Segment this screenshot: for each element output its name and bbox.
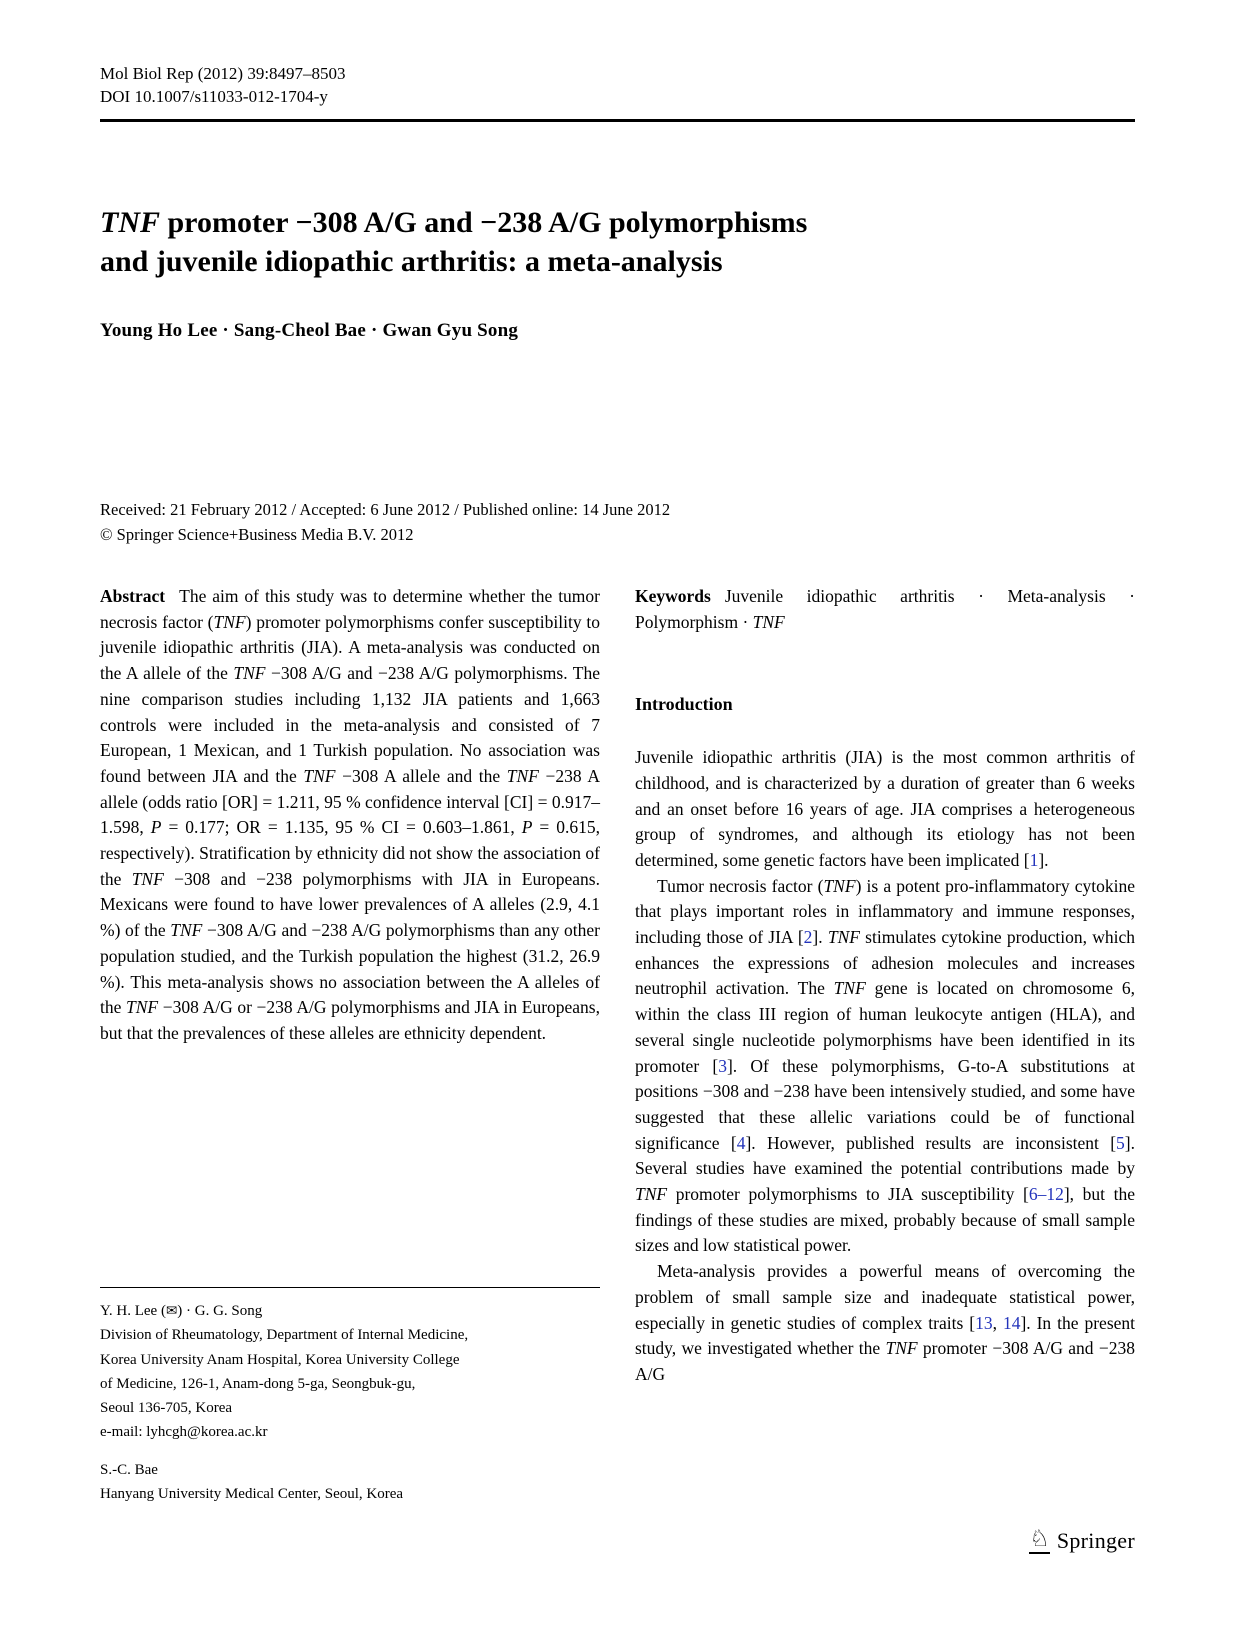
affiliation-line: Hanyang University Medical Center, Seoul, Korea	[100, 1486, 404, 1503]
text-segment: TNF	[833, 978, 866, 999]
email-link[interactable]: e-mail: lyhcgh@korea.ac.kr	[100, 1424, 268, 1441]
envelope-icon: ✉	[165, 1303, 178, 1319]
text-segment: = 0.177; OR = 1.135, 95 % CI = 0.603–1.861,	[161, 817, 522, 838]
citation-ref-link[interactable]: 4	[736, 1132, 746, 1153]
title-line-2	[100, 242, 1135, 281]
citation-ref-link[interactable]: 1	[1029, 849, 1039, 870]
text-segment: Tumor necrosis factor (	[657, 875, 824, 896]
text-segment: ,	[992, 1312, 1003, 1333]
journal-citation: Mol Biol Rep (2012) 39:8497–8503	[100, 64, 346, 83]
keywords-label: Keywords	[635, 586, 711, 606]
text-segment: Meta-analysis provides a powerful means of overcoming the problem of small sample size and inadequate statistical power, especially in genetic studies of complex traits [	[635, 1261, 1135, 1333]
author-name-line: S.-C. Bae	[100, 1461, 158, 1478]
keywords-paragraph	[635, 584, 1135, 635]
publisher-logo	[1000, 1528, 1135, 1554]
text-segment: TNF	[233, 663, 266, 684]
text-segment: ], but the findings of these studies are mixed, probably because of small sample sizes and low statistical power.	[635, 1184, 1135, 1256]
footnote-rule	[100, 1287, 600, 1288]
citation-ref-link[interactable]: 14	[1002, 1312, 1021, 1333]
text-segment: stimulates cytokine production, which enhances the expressions of adhesion molecules and increases neutrophil activation. The	[635, 927, 1136, 999]
text-segment: = 0.615, respectively). Stratification by ethnicity did not show the association of the	[100, 817, 601, 889]
publisher-name: Springer	[1056, 1528, 1135, 1553]
corresponding-author-line	[100, 1299, 600, 1323]
text-segment: gene is located on chromosome 6, within the class III region of human leukocyte antigen (HLA), and several single nucleotide polymorphisms have been identified in its promoter [	[635, 978, 1135, 1076]
text-segment: Juvenile idiopathic arthritis · Meta-analysis · Polymorphism ·	[635, 586, 1135, 632]
left-column	[100, 584, 600, 1388]
received-accepted-line: Received: 21 February 2012 / Accepted: 6 June 2012 / Published online: 14 June 2012	[100, 500, 671, 519]
affiliation-line: Korea University Anam Hospital, Korea University College	[100, 1351, 460, 1368]
text-segment: promoter −308 A/G and −238 A/G	[635, 1338, 1135, 1384]
text-segment: TNF	[126, 997, 159, 1018]
citation-ref-link[interactable]: 6–12	[1028, 1184, 1064, 1205]
introduction-paragraph-1	[635, 745, 1135, 874]
text-segment: The aim of this study was to determine whether the tumor necrosis factor (	[100, 586, 600, 632]
text-segment: promoter −308 A/G and −238 A/G polymorphisms	[160, 206, 808, 239]
text-segment: ]. Several studies have examined the potential contributions made by	[635, 1132, 1135, 1179]
text-segment: TNF	[170, 920, 203, 941]
springer-horse-icon: ♘	[1029, 1526, 1050, 1552]
citation-ref-link[interactable]: 5	[1116, 1132, 1125, 1153]
text-segment: −308 and −238 polymorphisms with JIA in Europeans. Mexicans were found to have lower prevalences of A alleles (2.9, 4.1 %) of the	[100, 868, 600, 941]
text-segment: TNF	[506, 765, 539, 786]
author-list: Young Ho Lee · Sang-Cheol Bae · Gwan Gyu Song	[100, 320, 519, 341]
affiliation-line: of Medicine, 126-1, Anam-dong 5-ga, Seongbuk-gu,	[100, 1375, 416, 1392]
text-segment: ) is a potent pro-inflammatory cytokine that plays important roles in inflammatory and immune responses, including those of JIA [	[635, 875, 1135, 948]
text-segment: −308 A/G or −238 A/G polymorphisms and JIA in Europeans, but that the prevalences of these alleles are ethnicity dependent.	[100, 997, 600, 1043]
text-segment: TNF	[885, 1338, 918, 1359]
correspondence-footnote	[100, 1287, 600, 1506]
text-segment: −238 A allele (odds ratio [OR] = 1.211, 95 % confidence interval [CI] = 0.917–1.598,	[100, 765, 600, 838]
text-segment: TNF	[827, 927, 860, 948]
article-title	[100, 203, 1135, 281]
text-segment: P	[150, 817, 162, 838]
abstract-paragraph	[100, 584, 600, 1047]
abstract-text	[100, 586, 600, 1043]
text-segment: TNF	[752, 611, 785, 632]
text-segment: promoter polymorphisms to JIA susceptibility [	[667, 1184, 1029, 1205]
corresponding-author-post: ) · G. G. Song	[177, 1303, 263, 1319]
text-segment: TNF	[213, 611, 246, 632]
text-segment: ].	[812, 927, 828, 948]
journal-doi: DOI 10.1007/s11033-012-1704-y	[100, 87, 328, 106]
citation-ref-link[interactable]: 3	[718, 1055, 727, 1076]
text-segment: ]. However, published results are inconsistent [	[745, 1132, 1117, 1153]
citation-ref-link[interactable]: 13	[975, 1312, 993, 1333]
text-segment: −308 A allele and the	[335, 765, 507, 786]
introduction-paragraph-3	[635, 1259, 1135, 1388]
text-segment: TNF	[100, 206, 160, 239]
text-segment: ].	[1038, 849, 1049, 870]
copyright-line: © Springer Science+Business Media B.V. 2012	[100, 524, 414, 544]
text-segment: Juvenile idiopathic arthritis (JIA) is the most common arthritis of childhood, and is characterized by a duration of greater than 6 weeks and an onset before 16 years of age. JIA comprises a heterogeneous group of syndromes, and although its etiology has not been determined, some genetic factors have been implicated [	[635, 747, 1135, 870]
publication-meta	[100, 498, 670, 547]
right-column	[635, 584, 1135, 1388]
introduction-paragraph-2	[635, 874, 1135, 1260]
text-segment: ]. Of these polymorphisms, G-to-A substitutions at positions −308 and −238 have been intensively studied, and some have suggested that these allelic variations could be of functional significance [	[635, 1055, 1135, 1153]
text-segment: and juvenile idiopathic arthritis: a meta-analysis	[100, 245, 723, 278]
text-segment: TNF	[635, 1184, 668, 1205]
text-segment: −308 A/G and −238 A/G polymorphisms. The nine comparison studies including 1,132 JIA patients and 1,663 controls were included in the meta-analysis and consisted of 7 European, 1 Mexican, and 1 Turkish population. No association was found between JIA and the	[100, 663, 600, 786]
corresponding-author-pre: Y. H. Lee (	[100, 1303, 166, 1319]
text-segment: ]. In the present study, we investigated whether the	[635, 1312, 1136, 1359]
introduction-heading: Introduction	[635, 694, 733, 715]
header-rule	[100, 119, 1135, 122]
text-segment: TNF	[131, 868, 164, 889]
text-segment: TNF	[823, 875, 856, 896]
abstract-label: Abstract	[100, 586, 166, 606]
text-segment: TNF	[303, 765, 336, 786]
journal-header	[100, 62, 346, 108]
title-line-1	[100, 203, 1135, 242]
text-segment: ) promoter polymorphisms confer susceptibility to juvenile idiopathic arthritis (JIA). A meta-analysis was conducted on the A allele of the	[100, 611, 600, 684]
text-segment: −308 A/G and −238 A/G polymorphisms than any other population studied, and the Turkish population the highest (31.2, 26.9 %). This meta-analysis shows no association between the A alleles of the	[100, 920, 600, 1018]
second-author-block	[100, 1458, 600, 1507]
text-segment: P	[521, 817, 533, 838]
two-column-body	[100, 584, 1135, 1388]
affiliation-line: Division of Rheumatology, Department of Internal Medicine,	[100, 1327, 469, 1344]
affiliation-line: Seoul 136-705, Korea	[100, 1400, 233, 1417]
citation-ref-link[interactable]: 2	[803, 927, 813, 948]
